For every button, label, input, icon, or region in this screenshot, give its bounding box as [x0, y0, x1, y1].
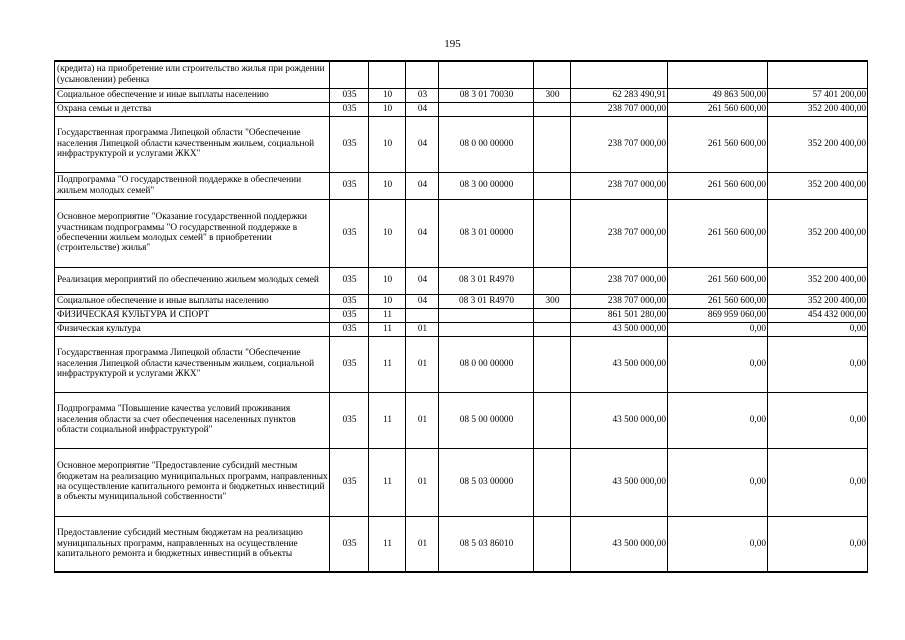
cell-target-article: 08 5 03 86010 [439, 516, 534, 572]
cell-amount-year-1: 43 500 000,00 [571, 516, 668, 572]
table-row [55, 61, 868, 88]
cell-section: 10 [369, 267, 406, 294]
cell-section [369, 61, 406, 88]
table-row [55, 322, 868, 336]
table-row [55, 336, 868, 392]
page-number: 195 [444, 38, 461, 50]
cell-amount-year-1: 238 707 000,00 [571, 267, 668, 294]
cell-subsection: 04 [406, 294, 439, 308]
cell-amount-year-1: 861 501 280,00 [571, 308, 668, 322]
cell-name: Основное мероприятие "Оказание государственной поддержки участникам подпрограммы "О государственной поддержке в обеспечении жильем молодых семей" в приобретении (строительстве) жилья" [55, 199, 330, 267]
cell-name: Социальное обеспечение и иные выплаты населению [55, 88, 330, 102]
table-row [55, 392, 868, 448]
cell-target-article: 08 0 00 00000 [439, 116, 534, 172]
cell-expense-type [534, 199, 571, 267]
cell-subsection: 04 [406, 116, 439, 172]
cell-ministry-code: 035 [330, 88, 369, 102]
cell-ministry-code: 035 [330, 308, 369, 322]
cell-amount-year-2: 869 959 060,00 [668, 308, 768, 322]
cell-amount-year-3: 352 200 400,00 [768, 199, 868, 267]
cell-target-article: 08 3 01 R4970 [439, 267, 534, 294]
cell-section: 10 [369, 172, 406, 199]
cell-name: Социальное обеспечение и иные выплаты населению [55, 294, 330, 308]
cell-subsection: 04 [406, 102, 439, 116]
cell-amount-year-2: 0,00 [668, 392, 768, 448]
cell-ministry-code: 035 [330, 172, 369, 199]
cell-expense-type [534, 308, 571, 322]
cell-section: 11 [369, 308, 406, 322]
cell-section: 11 [369, 516, 406, 572]
cell-expense-type [534, 116, 571, 172]
cell-subsection: 04 [406, 267, 439, 294]
cell-ministry-code: 035 [330, 267, 369, 294]
table-body [55, 61, 868, 572]
cell-amount-year-1: 238 707 000,00 [571, 199, 668, 267]
cell-amount-year-3: 0,00 [768, 392, 868, 448]
cell-amount-year-1: 238 707 000,00 [571, 172, 668, 199]
cell-section: 11 [369, 322, 406, 336]
table-row [55, 199, 868, 267]
cell-target-article: 08 3 00 00000 [439, 172, 534, 199]
cell-amount-year-3: 352 200 400,00 [768, 267, 868, 294]
cell-amount-year-2: 261 560 600,00 [668, 294, 768, 308]
cell-section: 11 [369, 448, 406, 516]
cell-subsection: 04 [406, 199, 439, 267]
cell-amount-year-2: 0,00 [668, 336, 768, 392]
table-row [55, 172, 868, 199]
cell-name: Государственная программа Липецкой области "Обеспечение населения Липецкой области качественным жильем, социальной инфраструктурой и услугами ЖКХ" [55, 116, 330, 172]
cell-amount-year-3: 0,00 [768, 516, 868, 572]
cell-expense-type: 300 [534, 88, 571, 102]
cell-target-article [439, 308, 534, 322]
cell-section: 10 [369, 88, 406, 102]
cell-expense-type [534, 61, 571, 88]
table-row [55, 516, 868, 572]
cell-amount-year-3: 57 401 200,00 [768, 88, 868, 102]
cell-amount-year-1: 62 283 490,91 [571, 88, 668, 102]
cell-name: Физическая культура [55, 322, 330, 336]
table-row [55, 308, 868, 322]
cell-expense-type [534, 322, 571, 336]
cell-section: 10 [369, 294, 406, 308]
cell-name: Подпрограмма "Повышение качества условий проживания населения области за счет обеспечения населенных пунктов области социальной инфраструктурой" [55, 392, 330, 448]
table-row [55, 102, 868, 116]
cell-amount-year-1: 43 500 000,00 [571, 448, 668, 516]
cell-target-article: 08 5 00 00000 [439, 392, 534, 448]
cell-amount-year-2: 261 560 600,00 [668, 172, 768, 199]
cell-name: Реализация мероприятий по обеспечению жильем молодых семей [55, 267, 330, 294]
cell-ministry-code: 035 [330, 116, 369, 172]
cell-target-article [439, 61, 534, 88]
cell-ministry-code: 035 [330, 336, 369, 392]
cell-amount-year-2: 49 863 500,00 [668, 88, 768, 102]
cell-expense-type: 300 [534, 294, 571, 308]
cell-amount-year-2: 261 560 600,00 [668, 102, 768, 116]
cell-section: 11 [369, 392, 406, 448]
cell-amount-year-3: 352 200 400,00 [768, 172, 868, 199]
cell-name: Подпрограмма "О государственной поддержке в обеспечении жильем молодых семей" [55, 172, 330, 199]
cell-target-article: 08 5 03 00000 [439, 448, 534, 516]
budget-table [54, 60, 868, 573]
cell-section: 10 [369, 199, 406, 267]
cell-amount-year-3 [768, 61, 868, 88]
table-row [55, 448, 868, 516]
cell-ministry-code: 035 [330, 516, 369, 572]
cell-target-article: 08 3 01 R4970 [439, 294, 534, 308]
cell-amount-year-1: 238 707 000,00 [571, 294, 668, 308]
cell-target-article [439, 322, 534, 336]
cell-amount-year-2: 0,00 [668, 448, 768, 516]
cell-amount-year-3: 352 200 400,00 [768, 102, 868, 116]
cell-subsection: 01 [406, 322, 439, 336]
cell-subsection: 01 [406, 392, 439, 448]
cell-amount-year-1: 43 500 000,00 [571, 392, 668, 448]
cell-amount-year-1: 238 707 000,00 [571, 116, 668, 172]
cell-ministry-code: 035 [330, 294, 369, 308]
cell-subsection [406, 308, 439, 322]
table-row [55, 267, 868, 294]
cell-amount-year-1: 43 500 000,00 [571, 336, 668, 392]
cell-section: 10 [369, 116, 406, 172]
cell-subsection: 01 [406, 448, 439, 516]
cell-ministry-code: 035 [330, 102, 369, 116]
cell-name: Охрана семьи и детства [55, 102, 330, 116]
cell-amount-year-1 [571, 61, 668, 88]
table-row [55, 116, 868, 172]
cell-amount-year-2: 261 560 600,00 [668, 267, 768, 294]
cell-ministry-code: 035 [330, 392, 369, 448]
cell-amount-year-3: 454 432 000,00 [768, 308, 868, 322]
cell-target-article [439, 102, 534, 116]
cell-expense-type [534, 448, 571, 516]
cell-amount-year-2: 261 560 600,00 [668, 116, 768, 172]
cell-name: Государственная программа Липецкой области "Обеспечение населения Липецкой области качественным жильем, социальной инфраструктурой и услугами ЖКХ" [55, 336, 330, 392]
cell-name: Основное мероприятие "Предоставление субсидий местным бюджетам на реализацию муниципальных программ, направленных на осуществление капитального ремонта и бюджетных инвестиций в объекты муниципальной собственности" [55, 448, 330, 516]
cell-amount-year-2: 261 560 600,00 [668, 199, 768, 267]
cell-amount-year-3: 352 200 400,00 [768, 294, 868, 308]
cell-amount-year-3: 0,00 [768, 322, 868, 336]
cell-expense-type [534, 392, 571, 448]
cell-section: 11 [369, 336, 406, 392]
cell-ministry-code: 035 [330, 448, 369, 516]
cell-amount-year-3: 352 200 400,00 [768, 116, 868, 172]
cell-amount-year-2: 0,00 [668, 516, 768, 572]
cell-target-article: 08 3 01 00000 [439, 199, 534, 267]
cell-amount-year-3: 0,00 [768, 336, 868, 392]
cell-subsection [406, 61, 439, 88]
cell-amount-year-1: 238 707 000,00 [571, 102, 668, 116]
cell-expense-type [534, 172, 571, 199]
cell-amount-year-2: 0,00 [668, 322, 768, 336]
cell-section: 10 [369, 102, 406, 116]
cell-expense-type [534, 516, 571, 572]
cell-target-article: 08 0 00 00000 [439, 336, 534, 392]
cell-name: Предоставление субсидий местным бюджетам на реализацию муниципальных программ, направленных на осуществление капитального ремонта и бюджетных инвестиций в объекты [55, 516, 330, 572]
cell-name: ФИЗИЧЕСКАЯ КУЛЬТУРА И СПОРТ [55, 308, 330, 322]
cell-name: (кредита) на приобретение или строительство жилья при рождении (усыновлении) ребенка [55, 61, 330, 88]
cell-subsection: 01 [406, 336, 439, 392]
cell-subsection: 04 [406, 172, 439, 199]
cell-ministry-code: 035 [330, 199, 369, 267]
cell-target-article: 08 3 01 70030 [439, 88, 534, 102]
table-row [55, 294, 868, 308]
cell-expense-type [534, 267, 571, 294]
cell-subsection: 01 [406, 516, 439, 572]
cell-expense-type [534, 336, 571, 392]
cell-ministry-code [330, 61, 369, 88]
table-row [55, 88, 868, 102]
cell-expense-type [534, 102, 571, 116]
cell-ministry-code: 035 [330, 322, 369, 336]
cell-amount-year-1: 43 500 000,00 [571, 322, 668, 336]
cell-subsection: 03 [406, 88, 439, 102]
cell-amount-year-3: 0,00 [768, 448, 868, 516]
cell-amount-year-2 [668, 61, 768, 88]
